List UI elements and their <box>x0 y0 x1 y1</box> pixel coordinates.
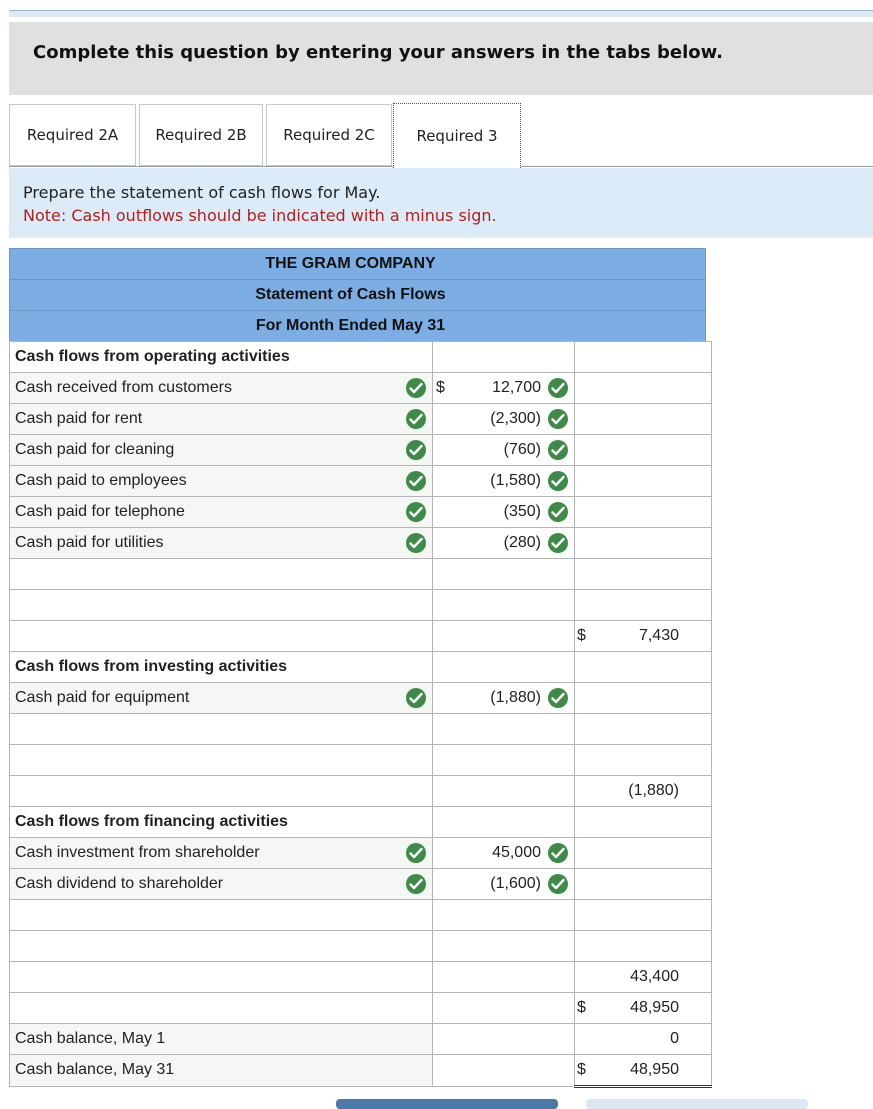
total-cell[interactable] <box>575 838 712 869</box>
row-label: Cash balance, May 1 <box>15 1030 166 1047</box>
label-cell[interactable] <box>10 1055 433 1087</box>
total-cell[interactable] <box>575 776 712 807</box>
cash-flow-statement <box>9 248 706 1088</box>
label-cell[interactable] <box>10 962 433 993</box>
total-cell[interactable] <box>575 497 712 528</box>
label-cell[interactable] <box>10 373 433 404</box>
label-cell[interactable] <box>10 435 433 466</box>
statement-row <box>10 1024 712 1055</box>
check-icon <box>548 502 568 522</box>
company-name: THE GRAM COMPANY <box>9 248 706 279</box>
dollar-sign: $ <box>436 379 445 396</box>
label-cell[interactable] <box>10 714 433 745</box>
tab-required-2c[interactable]: Required 2C <box>266 104 392 166</box>
statement-row <box>10 1055 712 1087</box>
check-icon <box>406 471 426 491</box>
statement-table <box>9 341 712 1088</box>
section-header-row <box>10 342 712 373</box>
total-cell <box>575 342 712 373</box>
amount-cell[interactable] <box>433 962 575 993</box>
section-header-row <box>10 652 712 683</box>
total-cell[interactable] <box>575 621 712 652</box>
label-cell[interactable] <box>10 404 433 435</box>
amount-cell[interactable] <box>433 714 575 745</box>
row-label: Cash paid for cleaning <box>15 441 175 458</box>
row-label: Cash paid to employees <box>15 472 187 489</box>
statement-row <box>10 931 712 962</box>
dollar-sign: $ <box>577 627 586 644</box>
question-header <box>9 22 873 95</box>
check-icon <box>406 440 426 460</box>
label-cell[interactable] <box>10 683 433 714</box>
amount-value: 45,000 <box>492 844 541 861</box>
top-border <box>9 10 873 17</box>
label-cell <box>10 342 433 373</box>
label-cell[interactable] <box>10 590 433 621</box>
check-icon <box>406 502 426 522</box>
label-cell[interactable] <box>10 528 433 559</box>
amount-value: (1,880) <box>490 689 541 706</box>
tab-required-2a[interactable]: Required 2A <box>9 104 136 166</box>
check-icon <box>406 409 426 429</box>
amount-cell[interactable] <box>433 745 575 776</box>
tab-required-2b[interactable]: Required 2B <box>139 104 263 166</box>
amount-value: (760) <box>503 441 541 458</box>
check-icon <box>548 843 568 863</box>
total-value: 43,400 <box>630 968 679 985</box>
check-icon <box>548 533 568 553</box>
amount-cell[interactable] <box>433 497 575 528</box>
check-icon <box>548 440 568 460</box>
label-cell[interactable] <box>10 931 433 962</box>
label-cell[interactable] <box>10 466 433 497</box>
amount-cell[interactable] <box>433 869 575 900</box>
statement-row <box>10 869 712 900</box>
amount-cell[interactable] <box>433 683 575 714</box>
label-cell[interactable] <box>10 1024 433 1055</box>
next-button[interactable] <box>586 1099 808 1109</box>
row-label: Cash flows from operating activities <box>15 348 290 365</box>
label-cell[interactable] <box>10 869 433 900</box>
check-icon <box>548 688 568 708</box>
total-cell[interactable] <box>575 869 712 900</box>
total-cell[interactable] <box>575 435 712 466</box>
statement-row <box>10 404 712 435</box>
amount-cell[interactable] <box>433 993 575 1024</box>
amount-cell[interactable] <box>433 621 575 652</box>
statement-row <box>10 590 712 621</box>
amount-value: (2,300) <box>490 410 541 427</box>
total-value: 0 <box>670 1030 679 1047</box>
label-cell[interactable] <box>10 900 433 931</box>
total-cell[interactable] <box>575 745 712 776</box>
label-cell <box>10 807 433 838</box>
statement-title: Statement of Cash Flows <box>9 279 706 310</box>
amount-cell <box>433 342 575 373</box>
total-value: 7,430 <box>638 627 679 644</box>
check-icon <box>548 378 568 398</box>
amount-cell[interactable] <box>433 590 575 621</box>
row-label: Cash dividend to shareholder <box>15 875 224 892</box>
statement-row <box>10 497 712 528</box>
row-label: Cash balance, May 31 <box>15 1061 175 1078</box>
total-cell[interactable] <box>575 1055 712 1087</box>
statement-row <box>10 838 712 869</box>
amount-cell[interactable] <box>433 435 575 466</box>
row-label: Cash paid for rent <box>15 410 143 427</box>
amount-value: (1,600) <box>490 875 541 892</box>
label-cell[interactable] <box>10 559 433 590</box>
check-icon <box>406 533 426 553</box>
statement-row <box>10 466 712 497</box>
statement-row <box>10 714 712 745</box>
amount-value: (1,580) <box>490 472 541 489</box>
row-label: Cash paid for telephone <box>15 503 185 520</box>
amount-cell <box>433 652 575 683</box>
total-cell[interactable] <box>575 900 712 931</box>
label-cell[interactable] <box>10 838 433 869</box>
amount-value: (350) <box>503 503 541 520</box>
statement-row <box>10 776 712 807</box>
statement-row <box>10 900 712 931</box>
amount-value: 12,700 <box>492 379 541 396</box>
statement-row <box>10 559 712 590</box>
amount-cell[interactable] <box>433 838 575 869</box>
total-cell[interactable] <box>575 993 712 1024</box>
total-value: (1,880) <box>628 782 679 799</box>
total-cell[interactable] <box>575 404 712 435</box>
row-label: Cash paid for utilities <box>15 534 164 551</box>
statement-row <box>10 962 712 993</box>
check-icon <box>548 471 568 491</box>
amount-cell <box>433 807 575 838</box>
amount-cell[interactable] <box>433 466 575 497</box>
total-cell[interactable] <box>575 931 712 962</box>
check-icon <box>406 688 426 708</box>
check-icon <box>548 409 568 429</box>
amount-value: (280) <box>503 534 541 551</box>
statement-row <box>10 621 712 652</box>
check-icon <box>406 378 426 398</box>
total-cell[interactable] <box>575 528 712 559</box>
row-label: Cash flows from financing activities <box>15 813 288 830</box>
total-value: 48,950 <box>630 1061 679 1078</box>
label-cell[interactable] <box>10 776 433 807</box>
instruction-text: Prepare the statement of cash flows for May. <box>23 183 381 202</box>
total-cell[interactable] <box>575 466 712 497</box>
total-value: 48,950 <box>630 999 679 1016</box>
statement-row <box>10 373 712 404</box>
label-cell[interactable] <box>10 745 433 776</box>
amount-cell[interactable] <box>433 528 575 559</box>
amount-cell[interactable] <box>433 404 575 435</box>
row-label: Cash flows from investing activities <box>15 658 288 675</box>
instruction-note: Note: Cash outflows should be indicated with a minus sign. <box>23 206 497 225</box>
statement-period: For Month Ended May 31 <box>9 310 706 341</box>
row-label: Cash received from customers <box>15 379 232 396</box>
total-cell <box>575 807 712 838</box>
statement-row <box>10 528 712 559</box>
amount-cell[interactable] <box>433 559 575 590</box>
statement-row <box>10 745 712 776</box>
amount-cell[interactable] <box>433 373 575 404</box>
amount-cell[interactable] <box>433 1055 575 1087</box>
statement-row <box>10 435 712 466</box>
check-icon <box>548 874 568 894</box>
tab-required-3[interactable]: Required 3 <box>393 103 521 168</box>
label-cell[interactable] <box>10 993 433 1024</box>
amount-cell[interactable] <box>433 900 575 931</box>
check-icon <box>406 874 426 894</box>
total-cell[interactable] <box>575 962 712 993</box>
instructions-panel <box>9 168 873 238</box>
tab-bar <box>9 103 873 168</box>
dollar-sign: $ <box>577 1061 586 1078</box>
statement-row <box>10 683 712 714</box>
amount-cell[interactable] <box>433 1024 575 1055</box>
dollar-sign: $ <box>577 999 586 1016</box>
label-cell <box>10 652 433 683</box>
amount-cell[interactable] <box>433 776 575 807</box>
section-header-row <box>10 807 712 838</box>
total-cell[interactable] <box>575 1024 712 1055</box>
header-text: Complete this question by entering your answers in the tabs below. <box>33 42 723 63</box>
label-cell[interactable] <box>10 497 433 528</box>
amount-cell[interactable] <box>433 931 575 962</box>
row-label: Cash investment from shareholder <box>15 844 260 861</box>
total-cell[interactable] <box>575 714 712 745</box>
check-icon <box>406 843 426 863</box>
prev-button[interactable] <box>336 1099 558 1109</box>
label-cell[interactable] <box>10 621 433 652</box>
statement-row <box>10 993 712 1024</box>
total-cell[interactable] <box>575 559 712 590</box>
row-label: Cash paid for equipment <box>15 689 190 706</box>
total-cell[interactable] <box>575 373 712 404</box>
total-cell[interactable] <box>575 590 712 621</box>
total-cell <box>575 652 712 683</box>
total-cell[interactable] <box>575 683 712 714</box>
